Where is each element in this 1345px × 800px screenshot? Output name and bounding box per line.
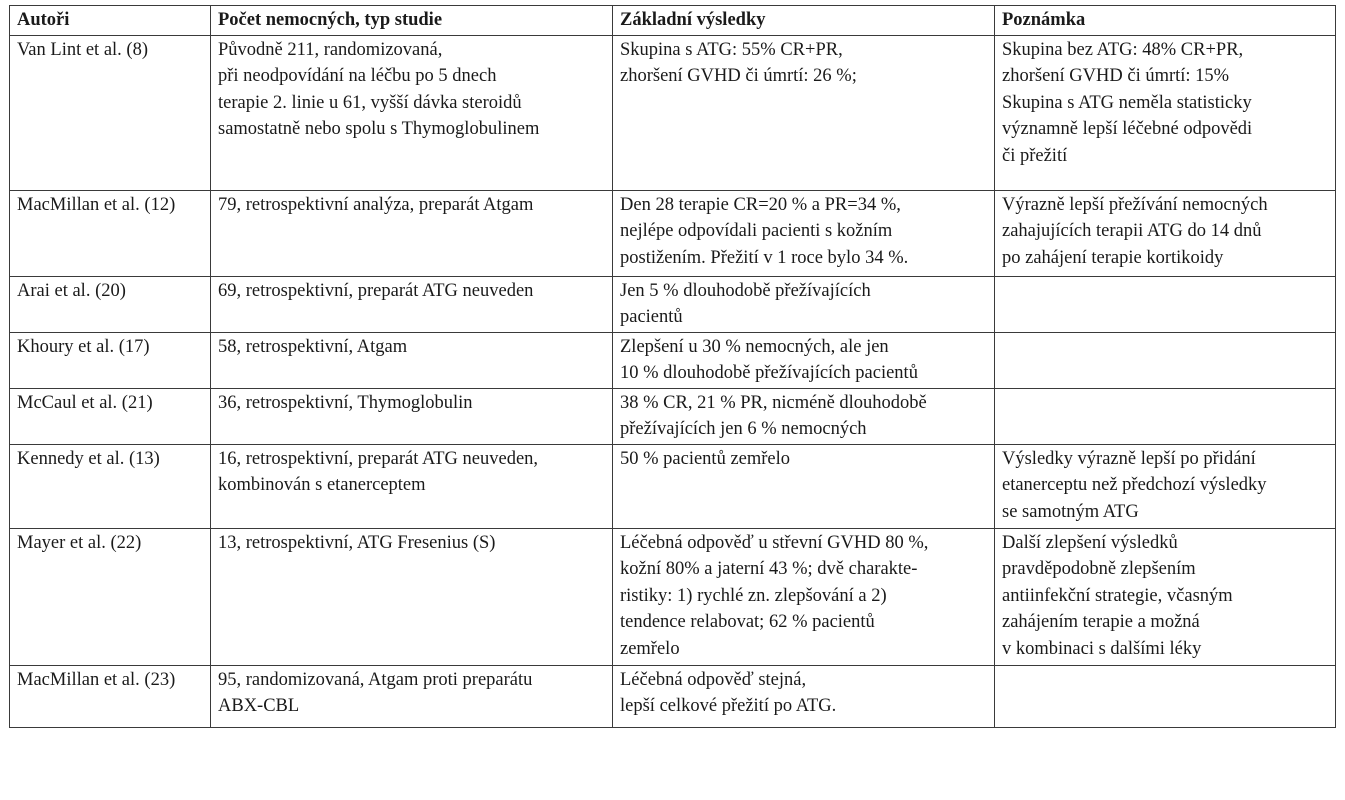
header-patients: Počet nemocných, typ studie — [211, 6, 613, 36]
cell-patients: 36, retrospektivní, Thymoglobulin — [211, 388, 613, 444]
cell-patients: 16, retrospektivní, preparát ATG neuveden, kombinován s etanerceptem — [211, 444, 613, 528]
cell-patients: 58, retrospektivní, Atgam — [211, 332, 613, 388]
cell-authors: Arai et al. (20) — [10, 276, 211, 332]
table-row — [10, 665, 1336, 727]
cell-authors: MacMillan et al. (12) — [10, 190, 211, 276]
cell-results: 38 % CR, 21 % PR, nicméně dlouhodobě přežívajících jen 6 % nemocných — [613, 388, 995, 444]
cell-note — [995, 276, 1336, 332]
table-header — [10, 6, 1336, 36]
cell-note — [995, 332, 1336, 388]
header-note: Poznámka — [995, 6, 1336, 36]
cell-patients: 69, retrospektivní, preparát ATG neuveden — [211, 276, 613, 332]
table-row — [10, 190, 1336, 276]
studies-table — [9, 5, 1336, 728]
table-row — [10, 276, 1336, 332]
cell-results: Den 28 terapie CR=20 % a PR=34 %, nejlépe odpovídali pacienti s kožním postižením. Přežití v 1 roce bylo 34 %. — [613, 190, 995, 276]
cell-authors: Van Lint et al. (8) — [10, 35, 211, 190]
cell-patients: Původně 211, randomizovaná, při neodpovídání na léčbu po 5 dnech terapie 2. linie u 61, vyšší dávka steroidů samostatně nebo spolu s Thymoglobulinem — [211, 35, 613, 190]
cell-results: Jen 5 % dlouhodobě přežívajících pacientů — [613, 276, 995, 332]
cell-authors: MacMillan et al. (23) — [10, 665, 211, 727]
table-row — [10, 35, 1336, 190]
cell-authors: Khoury et al. (17) — [10, 332, 211, 388]
cell-note: Další zlepšení výsledků pravděpodobně zlepšením antiinfekční strategie, včasným zahájením terapie a možná v kombinaci s dalšími léky — [995, 528, 1336, 665]
cell-note — [995, 388, 1336, 444]
cell-authors: McCaul et al. (21) — [10, 388, 211, 444]
cell-results: Léčebná odpověď stejná, lepší celkové přežití po ATG. — [613, 665, 995, 727]
table-row — [10, 332, 1336, 388]
cell-note: Výrazně lepší přežívání nemocných zahajujících terapii ATG do 14 dnů po zahájení terapie kortikoidy — [995, 190, 1336, 276]
cell-note: Skupina bez ATG: 48% CR+PR, zhoršení GVHD či úmrtí: 15% Skupina s ATG neměla statisticky významně lepší léčebné odpovědi či přežití — [995, 35, 1336, 190]
cell-patients: 13, retrospektivní, ATG Fresenius (S) — [211, 528, 613, 665]
cell-authors: Mayer et al. (22) — [10, 528, 211, 665]
cell-note — [995, 665, 1336, 727]
cell-authors: Kennedy et al. (13) — [10, 444, 211, 528]
table-row — [10, 528, 1336, 665]
cell-note: Výsledky výrazně lepší po přidání etanerceptu než předchozí výsledky se samotným ATG — [995, 444, 1336, 528]
cell-patients: 95, randomizovaná, Atgam proti preparátu ABX-CBL — [211, 665, 613, 727]
table-row — [10, 388, 1336, 444]
cell-results: Léčebná odpověď u střevní GVHD 80 %, kožní 80% a jaterní 43 %; dvě charakte- ristiky: 1) rychlé zn. zlepšování a 2) tendence relabovat; 62 % pacientů zemřelo — [613, 528, 995, 665]
cell-results: 50 % pacientů zemřelo — [613, 444, 995, 528]
table-row — [10, 444, 1336, 528]
header-authors: Autoři — [10, 6, 211, 36]
table-body — [10, 35, 1336, 727]
cell-results: Zlepšení u 30 % nemocných, ale jen 10 % dlouhodobě přežívajících pacientů — [613, 332, 995, 388]
header-results: Základní výsledky — [613, 6, 995, 36]
cell-patients: 79, retrospektivní analýza, preparát Atgam — [211, 190, 613, 276]
cell-results: Skupina s ATG: 55% CR+PR, zhoršení GVHD či úmrtí: 26 %; — [613, 35, 995, 190]
header-row — [10, 6, 1336, 36]
